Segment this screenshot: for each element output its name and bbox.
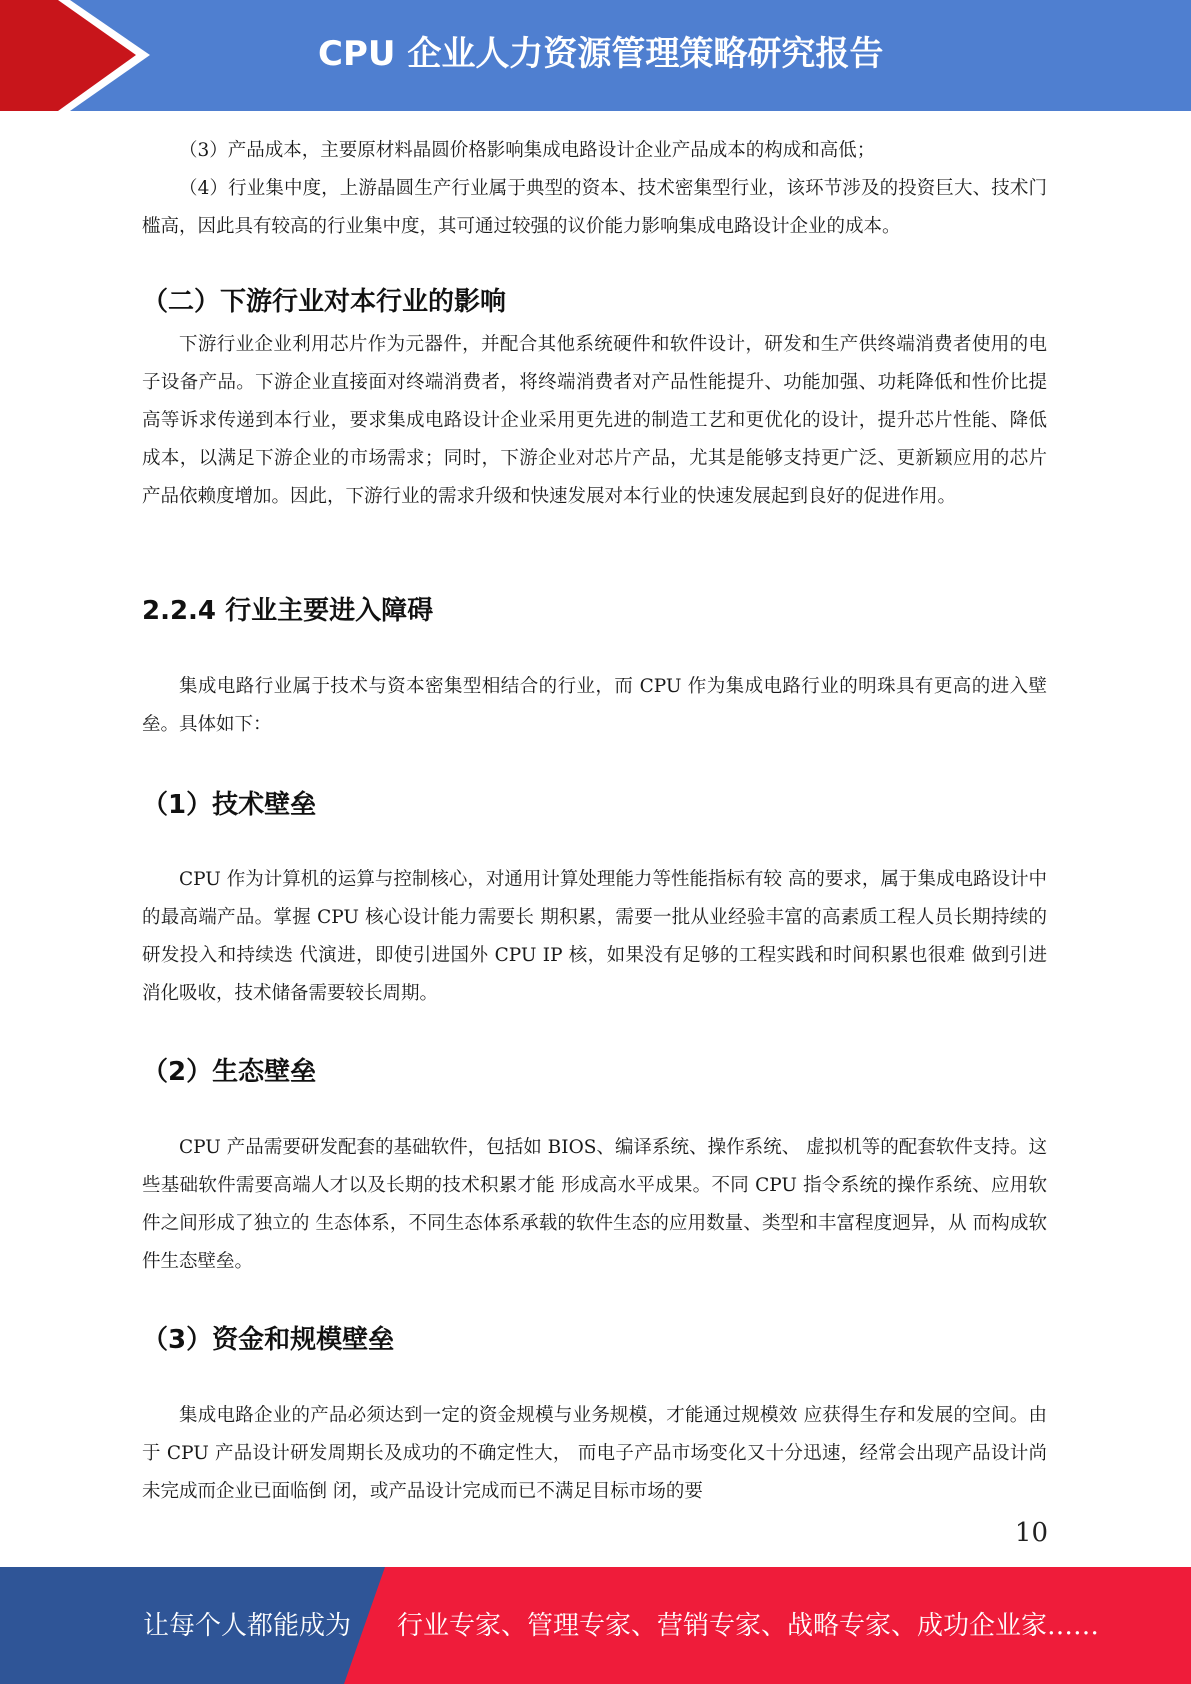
paragraph-technology-barrier: CPU 作为计算机的运算与控制核心，对通用计算处理能力等性能指标有较 高的要求，属于集成电路设计中的最高端产品。掌握 CPU 核心设计能力需要长 期积累，需要一批从业经验丰富的高素质工程人员长期持续的研发投入和持续迭 代演进，即使引进国外 CPU IP 核，如果没有足够的工程实践和时间积累也很难 做到引进消化吸收，技术储备需要较长周期。 [142, 869, 1047, 1004]
paragraph-industry-concentration: （4）行业集中度，上游晶圆生产行业属于典型的资本、技术密集型行业，该环节涉及的投资巨大、技术门槛高，因此具有较高的行业集中度，其可通过较强的议价能力影响集成电路设计企业的成本。 [142, 178, 1047, 237]
page-number: 10 [1014, 1518, 1048, 1548]
footer-slogan-left: 让每个人都能成为 [143, 1611, 352, 1641]
page-header [0, 0, 1191, 111]
heading-ecosystem-barrier: （2）生态壁垒 [142, 1057, 317, 1087]
heading-downstream-impact: （二）下游行业对本行业的影响 [142, 287, 507, 317]
page-footer [0, 1567, 1191, 1684]
paragraph-capital-scale-barrier: 集成电路企业的产品必须达到一定的资金规模与业务规模，才能通过规模效 应获得生存和发展的空间。由于 CPU 产品设计研发周期长及成功的不确定性大， 而电子产品市场变化又十分迅速，经常会出现产品设计尚未完成而企业已面临倒 闭，或产品设计完成而已不满足目标市场的要 [142, 1405, 1047, 1502]
footer-slogan-right: 行业专家、管理专家、营销专家、战略专家、成功企业家…… [397, 1611, 1100, 1641]
paragraph-downstream: 下游行业企业利用芯片作为元器件，并配合其他系统硬件和软件设计，研发和生产供终端消费者使用的电子设备产品。下游企业直接面对终端消费者，将终端消费者对产品性能提升、功能加强、功耗降低和性价比提高等诉求传递到本行业，要求集成电路设计企业采用更先进的制造工艺和更优化的设计，提升芯片性能、降低成本，以满足下游企业的市场需求；同时，下游企业对芯片产品，尤其是能够支持更广泛、更新颖应用的芯片产品依赖度增加。因此，下游行业的需求升级和快速发展对本行业的快速发展起到良好的促进作用。 [142, 334, 1047, 507]
heading-technology-barrier: （1）技术壁垒 [142, 790, 317, 820]
paragraph-entry-barriers-intro: 集成电路行业属于技术与资本密集型相结合的行业，而 CPU 作为集成电路行业的明珠具有更高的进入壁垒。具体如下： [142, 676, 1047, 735]
report-title: CPU 企业人力资源管理策略研究报告 [318, 34, 884, 74]
paragraph-product-cost: （3）产品成本，主要原材料晶圆价格影响集成电路设计企业产品成本的构成和高低； [179, 140, 876, 161]
heading-capital-scale-barrier: （3）资金和规模壁垒 [142, 1325, 395, 1355]
heading-section-2-2-4: 2.2.4 行业主要进入障碍 [142, 596, 434, 626]
paragraph-ecosystem-barrier: CPU 产品需要研发配套的基础软件，包括如 BIOS、编译系统、操作系统、 虚拟机等的配套软件支持。这些基础软件需要高端人才以及长期的技术积累才能 形成高水平成果。不同 CPU 指令系统的操作系统、应用软件之间形成了独立的 生态体系，不同生态体系承载的软件生态的应用数量、类型和丰富程度迥异，从 而构成软件生态壁垒。 [142, 1137, 1047, 1272]
